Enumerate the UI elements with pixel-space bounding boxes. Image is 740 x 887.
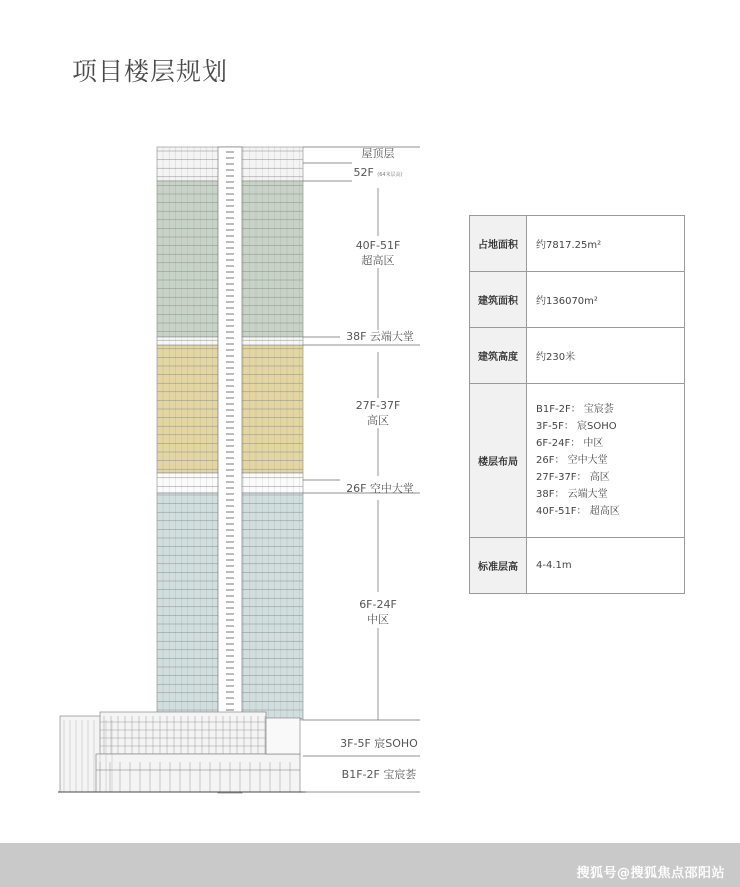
zone-label-high: [350, 398, 406, 428]
soho-label: 3F-5F 宸SOHO: [340, 737, 418, 750]
layout-line: 6F-24F： 中区: [536, 438, 604, 449]
layout-line: B1F-2F： 宝宸荟: [536, 404, 614, 415]
zone-label-52f: [340, 165, 416, 183]
roof-label: 屋顶层: [361, 147, 395, 160]
layout-line: 27F-37F： 高区: [536, 472, 610, 483]
f26-label: 26F 空中大堂: [346, 482, 414, 495]
zone-label-super-high: [350, 238, 406, 268]
layout-line: 38F： 云端大堂: [536, 489, 608, 500]
spec-value: 4-4.1m: [527, 538, 685, 594]
zone-label-mid: [350, 597, 406, 627]
spec-value: 约7817.25m²: [527, 216, 685, 272]
spec-key: 建筑面积: [470, 272, 527, 328]
spec-row-site-area: [470, 216, 685, 272]
retail-label: B1F-2F 宝宸荟: [341, 768, 417, 781]
spec-value: 约230米: [527, 328, 685, 384]
spec-row-height: [470, 328, 685, 384]
super-high-sub-label: 超高区: [361, 254, 395, 267]
high-range-label: 27F-37F: [355, 399, 401, 412]
zone-label-retail: [336, 767, 422, 782]
spec-key: 楼层布局: [470, 384, 527, 538]
page-title: 项目楼层规划: [72, 57, 229, 86]
high-sub-label: 高区: [367, 414, 389, 427]
f52-note: (64米层高): [377, 172, 403, 178]
spec-row-floor-layout: [470, 384, 685, 538]
f38-label: 38F 云端大堂: [346, 330, 414, 343]
spec-key: 建筑高度: [470, 328, 527, 384]
spec-table: [469, 215, 685, 594]
zone-label-38f: [342, 329, 418, 344]
layout-line: 40F-51F： 超高区: [536, 506, 620, 517]
super-high-range-label: 40F-51F: [355, 239, 401, 252]
spec-layout-list: [527, 384, 685, 538]
spec-row-floor-height: [470, 538, 685, 594]
watermark: 搜狐号@搜狐焦点邵阳站: [576, 866, 725, 881]
zone-label-26f: [342, 481, 418, 496]
zone-label-soho: [336, 736, 422, 751]
f52-label: 52F: [353, 166, 374, 179]
layout-line: 3F-5F： 宸SOHO: [536, 421, 617, 432]
mid-range-label: 6F-24F: [359, 598, 397, 611]
podium-retail-block: [96, 754, 300, 792]
spec-value: 约136070m²: [527, 272, 685, 328]
spec-key: 标准层高: [470, 538, 527, 594]
layout-line: 26F： 空中大堂: [536, 455, 608, 466]
mid-sub-label: 中区: [367, 613, 389, 626]
spec-key: 占地面积: [470, 216, 527, 272]
zone-label-roof: [355, 146, 401, 161]
spec-row-floor-area: [470, 272, 685, 328]
podium-right-wing: [266, 718, 300, 754]
